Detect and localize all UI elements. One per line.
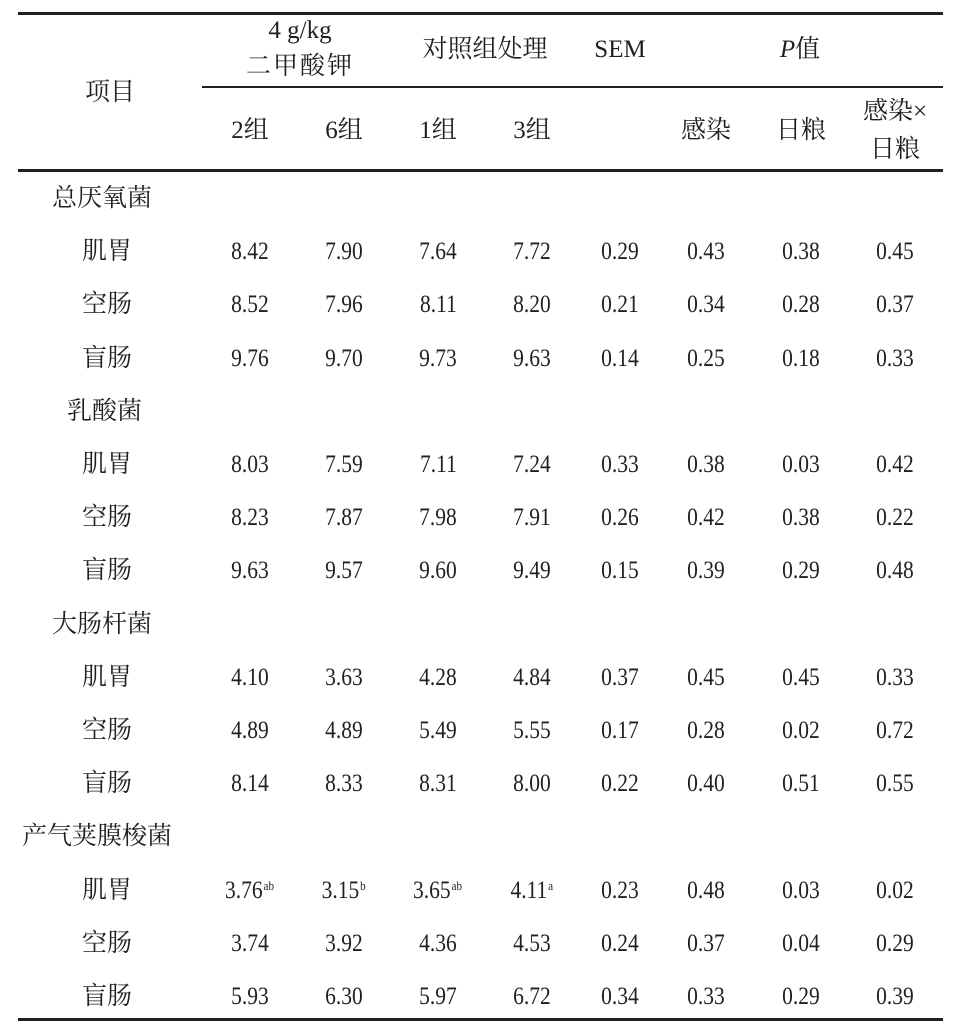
cell-value: 7.72 bbox=[513, 238, 551, 265]
row-label: 空肠 bbox=[82, 930, 133, 957]
cell-p-interaction bbox=[845, 663, 945, 693]
cell-group6 bbox=[294, 929, 394, 959]
cell-group2 bbox=[200, 929, 300, 959]
cell-p-interaction bbox=[845, 769, 945, 799]
cell-p-diet bbox=[751, 556, 851, 586]
cell-value: 0.37 bbox=[687, 930, 725, 957]
cell-p-infection bbox=[656, 344, 756, 374]
cell-group3 bbox=[482, 503, 582, 533]
cell-group1 bbox=[388, 344, 488, 374]
cell-p-infection bbox=[656, 237, 756, 267]
cell-group2 bbox=[200, 556, 300, 586]
cell-value: 0.18 bbox=[782, 345, 820, 372]
cell-value: 0.17 bbox=[601, 717, 639, 744]
row-label: 空肠 bbox=[82, 291, 133, 318]
cell-group1 bbox=[388, 556, 488, 586]
cell-value: 0.33 bbox=[687, 983, 725, 1010]
cell-p-diet bbox=[751, 344, 851, 374]
cell-value: 0.29 bbox=[782, 557, 820, 584]
cell-value: 9.70 bbox=[325, 345, 363, 372]
cell-group1 bbox=[388, 876, 488, 906]
cell-group3 bbox=[482, 450, 582, 480]
cell-value: 5.49 bbox=[419, 717, 457, 744]
cell-value: 0.21 bbox=[601, 291, 639, 318]
cell-sem bbox=[570, 450, 670, 480]
cell-value: 0.45 bbox=[876, 238, 914, 265]
cell-value: 7.59 bbox=[325, 451, 363, 478]
significance-superscript: ab bbox=[263, 878, 275, 893]
cell-p-infection bbox=[656, 716, 756, 746]
cell-p-infection bbox=[656, 663, 756, 693]
cell-value: 0.34 bbox=[601, 983, 639, 1010]
section-title: 产气荚膜梭菌 bbox=[22, 823, 173, 850]
cell-group3 bbox=[482, 663, 582, 693]
cell-value: 0.38 bbox=[782, 238, 820, 265]
bottom-rule bbox=[18, 1018, 943, 1021]
cell-sem bbox=[570, 290, 670, 320]
cell-value: 0.29 bbox=[876, 930, 914, 957]
cell-value: 0.55 bbox=[876, 770, 914, 797]
cell-value: 7.96 bbox=[325, 291, 363, 318]
cell-sem bbox=[570, 503, 670, 533]
cell-p-diet bbox=[751, 663, 851, 693]
cell-group1 bbox=[388, 929, 488, 959]
cell-value: 8.52 bbox=[231, 291, 269, 318]
cell-value: 0.48 bbox=[687, 877, 725, 904]
cell-p-diet bbox=[751, 876, 851, 906]
cell-group3 bbox=[482, 769, 582, 799]
row-label: 肌胃 bbox=[82, 877, 133, 904]
cell-p-interaction bbox=[845, 450, 945, 480]
cell-p-interaction bbox=[845, 876, 945, 906]
cell-value: 9.57 bbox=[325, 557, 363, 584]
cell-p-infection bbox=[656, 929, 756, 959]
section-title: 总厌氧菌 bbox=[52, 185, 153, 212]
row-label: 肌胃 bbox=[82, 238, 133, 265]
cell-value: 9.60 bbox=[419, 557, 457, 584]
cell-value: 0.39 bbox=[876, 983, 914, 1010]
cell-group6 bbox=[294, 556, 394, 586]
cell-value: 0.72 bbox=[876, 717, 914, 744]
cell-p-interaction bbox=[845, 929, 945, 959]
cell-p-infection bbox=[656, 982, 756, 1012]
cell-p-infection bbox=[656, 556, 756, 586]
section-title: 大肠杆菌 bbox=[52, 611, 153, 638]
cell-group3 bbox=[482, 716, 582, 746]
cell-group2 bbox=[200, 769, 300, 799]
cell-value: 7.91 bbox=[513, 504, 551, 531]
cell-value: 0.48 bbox=[876, 557, 914, 584]
cell-p-interaction bbox=[845, 344, 945, 374]
cell-group6 bbox=[294, 237, 394, 267]
row-label: 盲肠 bbox=[82, 770, 133, 797]
cell-group2 bbox=[200, 716, 300, 746]
header-bottom-rule bbox=[18, 169, 943, 172]
significance-superscript: b bbox=[360, 878, 367, 893]
cell-value: 0.43 bbox=[687, 238, 725, 265]
cell-value: 0.51 bbox=[782, 770, 820, 797]
cell-p-infection bbox=[656, 450, 756, 480]
cell-sem bbox=[570, 344, 670, 374]
cell-value: 0.40 bbox=[687, 770, 725, 797]
cell-p-diet bbox=[751, 982, 851, 1012]
cell-value: 6.72 bbox=[513, 983, 551, 1010]
cell-value: 5.55 bbox=[513, 717, 551, 744]
cell-p-diet bbox=[751, 290, 851, 320]
cell-p-diet bbox=[751, 716, 851, 746]
top-rule bbox=[18, 12, 943, 15]
cell-group6 bbox=[294, 344, 394, 374]
header-col-diet: 日粮 bbox=[775, 117, 826, 144]
cell-value: 4.28 bbox=[419, 664, 457, 691]
cell-value: 6.30 bbox=[325, 983, 363, 1010]
cell-group1 bbox=[388, 716, 488, 746]
cell-group2 bbox=[200, 876, 300, 906]
cell-sem bbox=[570, 663, 670, 693]
cell-sem bbox=[570, 876, 670, 906]
cell-p-interaction bbox=[845, 556, 945, 586]
row-label: 盲肠 bbox=[82, 557, 133, 584]
cell-p-infection bbox=[656, 290, 756, 320]
cell-group3 bbox=[482, 290, 582, 320]
cell-value: 0.22 bbox=[601, 770, 639, 797]
cell-value: 3.63 bbox=[325, 664, 363, 691]
header-col-interaction-line2: 日粮 bbox=[869, 136, 920, 163]
cell-group1 bbox=[388, 982, 488, 1012]
cell-value: 7.90 bbox=[325, 238, 363, 265]
cell-value: 0.38 bbox=[687, 451, 725, 478]
cell-sem bbox=[570, 716, 670, 746]
cell-value: 4.11 bbox=[510, 877, 548, 904]
cell-value: 0.28 bbox=[782, 291, 820, 318]
cell-value: 0.04 bbox=[782, 930, 820, 957]
cell-value: 9.49 bbox=[513, 557, 551, 584]
cell-p-diet bbox=[751, 929, 851, 959]
cell-value: 9.63 bbox=[513, 345, 551, 372]
header-p-letter: P bbox=[779, 36, 796, 63]
header-potassium-name: 二甲酸钾 bbox=[245, 53, 354, 80]
significance-superscript: ab bbox=[451, 878, 463, 893]
cell-p-infection bbox=[656, 769, 756, 799]
cell-group2 bbox=[200, 503, 300, 533]
cell-value: 0.42 bbox=[687, 504, 725, 531]
cell-p-infection bbox=[656, 503, 756, 533]
cell-value: 0.39 bbox=[687, 557, 725, 584]
row-label: 盲肠 bbox=[82, 983, 133, 1010]
cell-value: 8.03 bbox=[231, 451, 269, 478]
cell-group3 bbox=[482, 237, 582, 267]
cell-group6 bbox=[294, 503, 394, 533]
cell-value: 4.84 bbox=[513, 664, 551, 691]
cell-value: 0.45 bbox=[687, 664, 725, 691]
cell-group3 bbox=[482, 556, 582, 586]
cell-group2 bbox=[200, 663, 300, 693]
cell-sem bbox=[570, 237, 670, 267]
header-sem: SEM bbox=[594, 36, 646, 63]
cell-value: 7.24 bbox=[513, 451, 551, 478]
header-col-group2: 2组 bbox=[231, 117, 269, 144]
header-item: 项目 bbox=[84, 79, 135, 106]
cell-value: 0.37 bbox=[876, 291, 914, 318]
cell-value: 0.02 bbox=[782, 717, 820, 744]
cell-value: 4.53 bbox=[513, 930, 551, 957]
cell-value: 0.33 bbox=[876, 345, 914, 372]
row-label: 肌胃 bbox=[82, 451, 133, 478]
cell-p-interaction bbox=[845, 982, 945, 1012]
cell-group3 bbox=[482, 929, 582, 959]
cell-p-diet bbox=[751, 769, 851, 799]
header-col-infection: 感染 bbox=[680, 117, 731, 144]
header-potassium-dose: 4 g/kg bbox=[268, 17, 332, 44]
cell-value: 0.29 bbox=[601, 238, 639, 265]
cell-value: 8.11 bbox=[419, 291, 457, 318]
cell-value: 5.97 bbox=[419, 983, 457, 1010]
cell-value: 7.11 bbox=[419, 451, 457, 478]
cell-group1 bbox=[388, 290, 488, 320]
cell-p-interaction bbox=[845, 237, 945, 267]
cell-value: 4.89 bbox=[231, 717, 269, 744]
cell-group6 bbox=[294, 450, 394, 480]
cell-value: 0.22 bbox=[876, 504, 914, 531]
cell-group3 bbox=[482, 344, 582, 374]
cell-group6 bbox=[294, 716, 394, 746]
cell-value: 0.03 bbox=[782, 451, 820, 478]
cell-group6 bbox=[294, 290, 394, 320]
cell-value: 0.29 bbox=[782, 983, 820, 1010]
cell-value: 3.76 bbox=[225, 877, 264, 904]
header-mid-rule bbox=[202, 86, 943, 88]
cell-group2 bbox=[200, 344, 300, 374]
cell-value: 0.26 bbox=[601, 504, 639, 531]
cell-group6 bbox=[294, 663, 394, 693]
row-label: 空肠 bbox=[82, 504, 133, 531]
row-label: 肌胃 bbox=[82, 664, 133, 691]
header-p-value bbox=[750, 35, 850, 65]
cell-sem bbox=[570, 929, 670, 959]
cell-p-diet bbox=[751, 237, 851, 267]
cell-group1 bbox=[388, 237, 488, 267]
section-title: 乳酸菌 bbox=[67, 398, 143, 425]
cell-value: 0.02 bbox=[876, 877, 914, 904]
cell-group6 bbox=[294, 769, 394, 799]
cell-value: 8.42 bbox=[231, 238, 269, 265]
cell-value: 8.00 bbox=[513, 770, 551, 797]
header-col-group3: 3组 bbox=[513, 117, 551, 144]
cell-value: 0.45 bbox=[782, 664, 820, 691]
cell-value: 5.93 bbox=[231, 983, 269, 1010]
cell-value: 0.28 bbox=[687, 717, 725, 744]
header-col-group6: 6组 bbox=[325, 117, 363, 144]
cell-value: 9.73 bbox=[419, 345, 457, 372]
cell-group1 bbox=[388, 450, 488, 480]
cell-group2 bbox=[200, 450, 300, 480]
cell-sem bbox=[570, 982, 670, 1012]
cell-value: 0.33 bbox=[876, 664, 914, 691]
cell-value: 3.74 bbox=[231, 930, 269, 957]
cell-value: 8.31 bbox=[419, 770, 457, 797]
cell-group1 bbox=[388, 769, 488, 799]
header-p-suffix: 值 bbox=[795, 36, 821, 63]
row-label: 盲肠 bbox=[82, 345, 133, 372]
cell-value: 4.10 bbox=[231, 664, 269, 691]
row-label: 空肠 bbox=[82, 717, 133, 744]
header-control: 对照组处理 bbox=[422, 36, 548, 63]
cell-value: 0.37 bbox=[601, 664, 639, 691]
cell-value: 3.65 bbox=[413, 877, 452, 904]
cell-value: 3.92 bbox=[325, 930, 363, 957]
cell-value: 0.23 bbox=[601, 877, 639, 904]
cell-group2 bbox=[200, 982, 300, 1012]
cell-value: 7.64 bbox=[419, 238, 457, 265]
cell-value: 9.63 bbox=[231, 557, 269, 584]
header-col-interaction-line1: 感染× bbox=[862, 98, 928, 125]
cell-value: 8.20 bbox=[513, 291, 551, 318]
cell-group2 bbox=[200, 237, 300, 267]
cell-p-diet bbox=[751, 450, 851, 480]
cell-value: 0.14 bbox=[601, 345, 639, 372]
cell-value: 0.25 bbox=[687, 345, 725, 372]
cell-p-interaction bbox=[845, 290, 945, 320]
cell-value: 0.42 bbox=[876, 451, 914, 478]
cell-value: 8.14 bbox=[231, 770, 269, 797]
cell-p-infection bbox=[656, 876, 756, 906]
cell-sem bbox=[570, 556, 670, 586]
cell-group6 bbox=[294, 982, 394, 1012]
cell-value: 0.38 bbox=[782, 504, 820, 531]
cell-value: 8.23 bbox=[231, 504, 269, 531]
cell-group3 bbox=[482, 982, 582, 1012]
cell-value: 3.15 bbox=[321, 877, 360, 904]
cell-value: 0.15 bbox=[601, 557, 639, 584]
cell-value: 9.76 bbox=[231, 345, 269, 372]
cell-p-interaction bbox=[845, 503, 945, 533]
cell-value: 0.24 bbox=[601, 930, 639, 957]
significance-superscript: a bbox=[548, 878, 554, 893]
cell-group2 bbox=[200, 290, 300, 320]
cell-p-interaction bbox=[845, 716, 945, 746]
cell-value: 4.89 bbox=[325, 717, 363, 744]
cell-p-diet bbox=[751, 503, 851, 533]
cell-group6 bbox=[294, 876, 394, 906]
cell-group1 bbox=[388, 663, 488, 693]
cell-value: 8.33 bbox=[325, 770, 363, 797]
cell-value: 0.03 bbox=[782, 877, 820, 904]
cell-value: 0.34 bbox=[687, 291, 725, 318]
cell-group3 bbox=[482, 876, 582, 906]
cell-value: 7.98 bbox=[419, 504, 457, 531]
cell-value: 4.36 bbox=[419, 930, 457, 957]
cell-value: 7.87 bbox=[325, 504, 363, 531]
header-col-group1: 1组 bbox=[419, 117, 457, 144]
cell-group1 bbox=[388, 503, 488, 533]
cell-sem bbox=[570, 769, 670, 799]
cell-value: 0.33 bbox=[601, 451, 639, 478]
